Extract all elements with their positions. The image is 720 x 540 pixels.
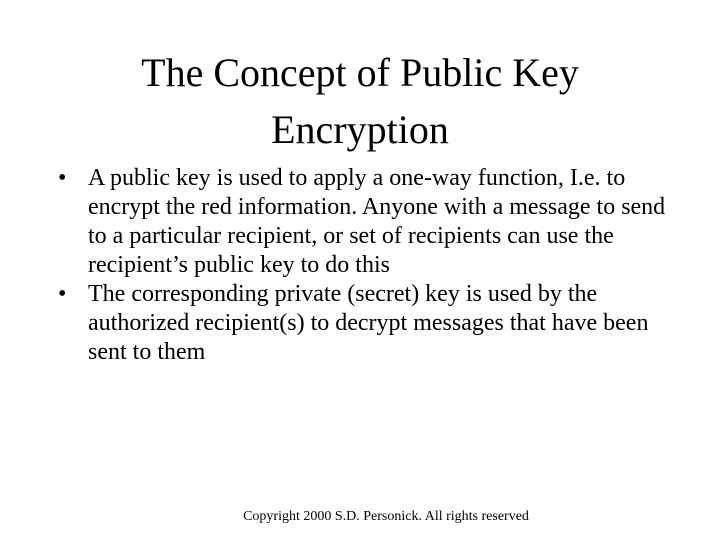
slide-title — [60, 44, 660, 158]
slide-title-line-1: The Concept of Public Key — [141, 50, 579, 95]
bullet-text: The corresponding private (secret) key is used by the authorized recipient(s) to decrypt messages that have been sent to them — [88, 281, 649, 365]
copyright-footer — [0, 508, 720, 526]
bullet-list — [58, 164, 678, 367]
bullet-marker: • — [58, 281, 67, 307]
copyright-text: Copyright 2000 S.D. Personick. All rights reserved — [243, 509, 529, 524]
bullet-item-public-key — [58, 164, 678, 280]
bullet-text: A public key is used to apply a one-way function, I.e. to encrypt the red information. Anyone with a message to send to a particular recipient, or set of recipients can use the recipient’s public key to do this — [88, 165, 666, 278]
bullet-marker: • — [58, 165, 67, 191]
bullet-item-private-key — [58, 280, 678, 367]
slide-title-line-2: Encryption — [271, 107, 449, 152]
